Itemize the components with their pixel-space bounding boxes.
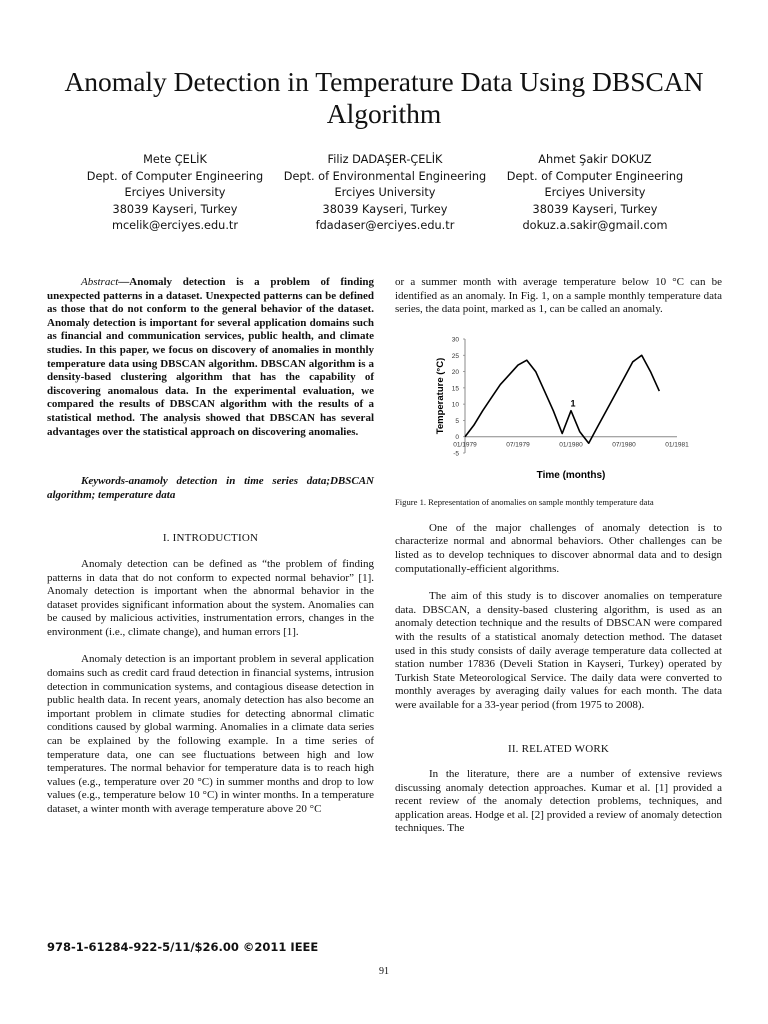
author-email: fdadaser@erciyes.edu.tr xyxy=(315,219,455,232)
y-tick-label: 20 xyxy=(451,368,459,376)
y-tick-label: 5 xyxy=(455,417,459,425)
y-tick-label: 30 xyxy=(451,336,459,344)
left-column xyxy=(47,276,374,817)
author-dept: Dept. of Computer Engineering xyxy=(506,169,684,183)
intro-paragraph-2: Anomaly detection is an important problem in several application domains such as credit card fraud detection in financial systems, intrusion detection in communication systems, and contagious disease detection in public health data. In recent years, anomaly detection has also become an important problem in climate studies for detecting abnormal climatic conditions caused by global warming. Anomalies in a climate data series can be explained by the following example. In a time series of temperature data, one can see fluctuations between high and low temperatures. The normal behavior for temperature data is to reach high values (e.g., temperature over 20 °C) in summer months and drop to low values (e.g., temperature below 10 °C) in winter months. In a temperature dataset, a winter month with average temperature above 20 °C xyxy=(47,653,374,815)
author-email: dokuz.a.sakir@gmail.com xyxy=(522,219,668,232)
author-name: Filiz DADAŞER-ÇELİK xyxy=(327,153,443,166)
x-tick-label: 07/1979 xyxy=(506,441,530,449)
author-2 xyxy=(280,152,490,235)
paper-title: Anomaly Detection in Temperature Data Using DBSCAN Algorithm xyxy=(64,66,704,129)
author-university: Erciyes University xyxy=(124,186,226,199)
y-tick-label: 15 xyxy=(451,385,459,393)
author-dept: Dept. of Environmental Engineering xyxy=(283,169,487,183)
x-tick-label: 01/1980 xyxy=(559,441,583,449)
section-heading-introduction: I. INTRODUCTION xyxy=(162,532,259,545)
x-tick-label: 01/1979 xyxy=(453,441,477,449)
abstract-paragraph xyxy=(47,276,374,439)
right-column xyxy=(395,276,722,836)
author-city: 38039 Kayseri, Turkey xyxy=(112,202,238,216)
related-paragraph-1: In the literature, there are a number of extensive reviews discussing anomaly detection approaches. Kumar et al. [1] provided a recent review of the anomaly detection problems, techniques, and application areas. Hodge et al. [2] provided a review of anomaly detection techniques. The xyxy=(395,768,722,835)
anomaly-marker-label: 1 xyxy=(570,398,576,409)
intro-paragraph-4: The aim of this study is to discover anomalies on temperature data. DBSCAN, a density-based clustering algorithm, is used as an anomaly detection technique and the results of DBSCAN were compared with the results of a statistical anomaly detection method. The dataset used in this study consists of daily average temperature data collected at station number 17836 (Develi Station in Kayseri, Turkey) operated by Turkish State Meteorological Service. The daily data were converted to monthly averages by averaging daily values for each month. The data were available for a 33-year period (from 1975 to 2008). xyxy=(395,590,722,711)
temperature-line-chart xyxy=(395,331,722,491)
figure-1-chart xyxy=(395,331,722,491)
author-city: 38039 Kayseri, Turkey xyxy=(532,202,658,216)
keywords-text: anamoly detection in time series data;DBSCAN algorithm; temperature data xyxy=(47,475,374,501)
keywords-lead: Keywords- xyxy=(81,475,129,488)
author-3 xyxy=(490,152,700,235)
intro-paragraph-2-continued: or a summer month with average temperature below 10 °C can be identified as an anomaly. In Fig. 1, on a sample monthly temperature data series, the data point, marked as 1, can be called an anomaly. xyxy=(395,276,722,316)
figure-1-caption: Figure 1. Representation of anomalies on sample monthly temperature data xyxy=(395,496,654,507)
x-tick-label: 01/1981 xyxy=(665,441,689,449)
section-heading-related-work: II. RELATED WORK xyxy=(507,742,610,755)
y-tick-label: 0 xyxy=(455,433,459,441)
author-dept: Dept. of Computer Engineering xyxy=(86,169,264,183)
footer-isbn: 978-1-61284-922-5/11/$26.00 ©2011 IEEE xyxy=(47,940,319,954)
author-block xyxy=(70,152,700,235)
x-axis-title: Time (months) xyxy=(536,469,606,481)
author-name: Mete ÇELİK xyxy=(143,153,207,166)
abstract-text: —Anomaly detection is a problem of finding unexpected patterns in a dataset. Unexpected patterns can be defined as those that do not conform to the general behavior of the dataset. Anomaly detection is important for several application domains such as financial and communication services, public health, and climate studies. In this paper, we focus on discovery of anomalies in monthly temperature data using DBSCAN algorithm. DBSCAN algorithm is a density-based clustering algorithm that has the capability of discovering anomalous data. In the experimental evaluation, we compared the results of DBSCAN algorithm with the results of a statistical method. The analysis showed that DBSCAN has several advantages over the statistical approach on discovering anomalies. xyxy=(47,276,374,438)
intro-paragraph-3: One of the major challenges of anomaly detection is to characterize normal and abnormal behaviors. Other challenges can be listed as to develop techniques to discover abnormal data and to design computationally-efficient algorithms. xyxy=(395,521,722,575)
abstract-lead: Abstract xyxy=(81,276,119,288)
page-number: 91 xyxy=(379,966,389,977)
intro-paragraph-1: Anomaly detection can be defined as “the problem of finding patterns in data that do not conform to expected normal behavior” [1]. Anomaly detection is important when the abnormal behavior in the dataset provides significant information about the system. Anomalies can be caused by malicious activities, instrumentation errors, changes in the environment (i.e., climate change), and human errors [1]. xyxy=(47,557,374,638)
temperature-series-line xyxy=(465,355,659,443)
author-name: Ahmet Şakir DOKUZ xyxy=(538,153,652,166)
y-axis-title: Temperature (°C) xyxy=(435,357,446,435)
author-email: mcelik@erciyes.edu.tr xyxy=(111,219,239,232)
y-tick-label: -5 xyxy=(453,450,459,458)
author-university: Erciyes University xyxy=(544,186,646,199)
x-tick-label: 07/1980 xyxy=(612,441,636,449)
author-1 xyxy=(70,152,280,235)
keywords-paragraph xyxy=(47,475,374,502)
y-tick-label: 25 xyxy=(451,352,459,360)
y-tick-label: 10 xyxy=(451,401,459,409)
author-city: 38039 Kayseri, Turkey xyxy=(322,202,448,216)
author-university: Erciyes University xyxy=(334,186,436,199)
